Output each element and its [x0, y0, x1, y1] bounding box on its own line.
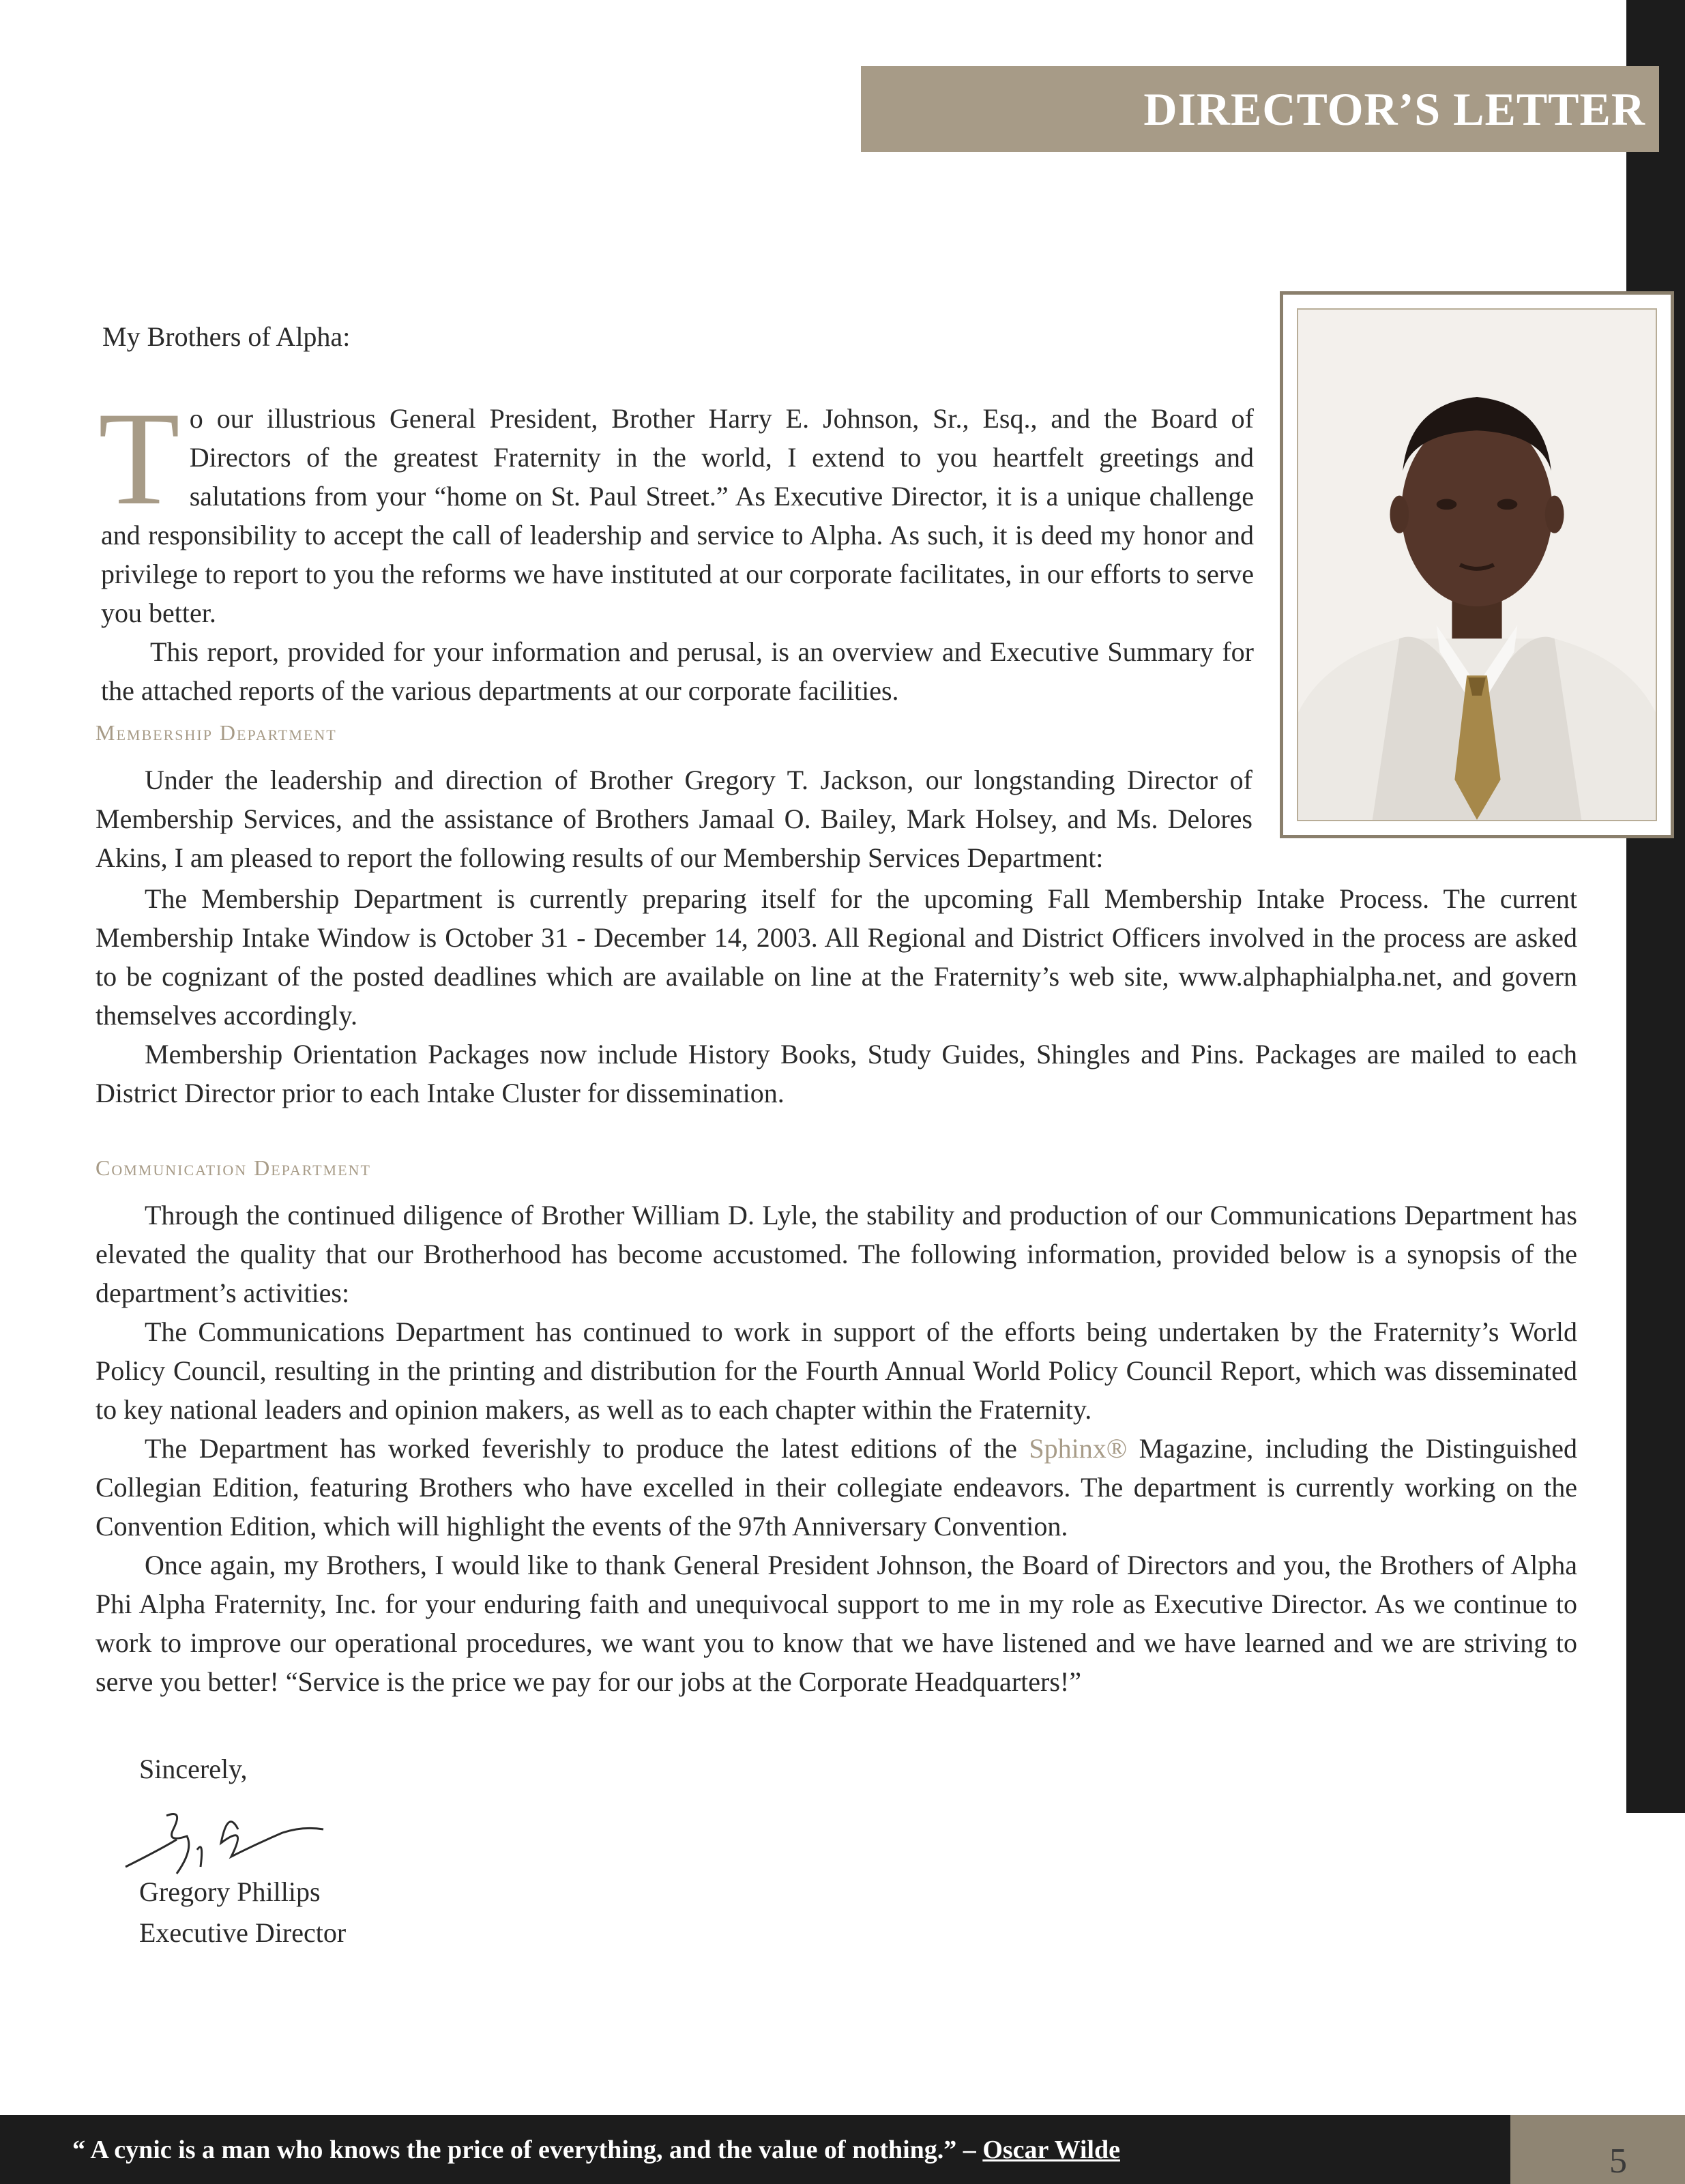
sphinx-text-before: The Department has worked feverishly to produce the latest editions of the	[145, 1433, 1029, 1464]
page-number: 5	[1609, 2142, 1627, 2181]
director-photo-frame	[1280, 291, 1674, 838]
salutation: My Brothers of Alpha:	[102, 321, 351, 352]
communication-paragraph: Through the continued diligence of Brother William D. Lyle, the stability and production of our Communications Department has elevated the quality that our Brotherhood has become accustomed. The following information, provided below is a synopsis of the department’s activities:	[96, 1200, 1577, 1308]
communication-paragraph-sphinx	[96, 1429, 1577, 1546]
signature-image	[119, 1802, 330, 1877]
membership-intro	[96, 761, 1252, 877]
communication-paragraph: The Communications Department has continued to work in support of the efforts being undertaken by the Fraternity’s World Policy Council, resulting in the printing and distribution for the Fourth Annual World Policy Council Report, which was disseminated to key national leaders and opinion makers, as well as to each chapter within the Fraternity.	[96, 1316, 1577, 1425]
sphinx-text-after: Magazine, including the Distinguished Collegian Edition, featuring Brothers who have excelled in their collegiate endeavors. The department is currently working on the Convention Edition, which will highlight the events of the 97th Anniversary Convention.	[96, 1433, 1577, 1541]
intro-paragraph: o our illustrious General President, Brother Harry E. Johnson, Sr., Esq., and the Board of Directors of the greatest Fraternity in the world, I extend to you heartfelt greetings and salutations from your “home on St. Paul Street.” As Executive Director, it is a unique challenge and responsibility to accept the call of leadership and service to Alpha. As such, it is deed my honor and privilege to report to you the reforms we have instituted at our corporate facilitates, in our efforts to serve you better.	[101, 403, 1254, 628]
closing-paragraph: Once again, my Brothers, I would like to thank General President Johnson, the Board of Directors and you, the Brothers of Alpha Phi Alpha Fraternity, Inc. for your enduring faith and unequivocal support to me in my role as Executive Director. As we continue to work to improve our operational procedures, we want you to know that we have listened and we have learned and we are striving to serve you better! “Service is the price we pay for our jobs at the Corporate Headquarters!”	[96, 1550, 1577, 1697]
membership-paragraph: Under the leadership and direction of Brother Gregory T. Jackson, our longstanding Director of Membership Services, and the assistance of Brothers Jamaal O. Bailey, Mark Holsey, and Ms. Delores Akins, I am pleased to report the following results of our Membership Services Department:	[96, 765, 1252, 873]
signer-name: Gregory Phillips	[139, 1876, 321, 1907]
header-band	[861, 66, 1659, 152]
page-number-box	[1510, 2115, 1685, 2184]
intro-section	[98, 385, 1254, 710]
footer-bar	[0, 2115, 1510, 2184]
intro-paragraph: This report, provided for your information and perusal, is an overview and Executive Summary for the attached reports of the various departments at our corporate facilities.	[101, 636, 1254, 706]
membership-heading: Membership Department	[96, 720, 337, 745]
signer-title: Executive Director	[139, 1917, 347, 1948]
right-edge-bar	[1626, 0, 1685, 1813]
page-title: DIRECTOR’S LETTER	[1143, 83, 1645, 135]
portrait-image	[1298, 310, 1656, 820]
drop-cap: T	[98, 385, 180, 533]
quote-text: “ A cynic is a man who knows the price of everything, and the value of nothing.” –	[72, 2135, 983, 2164]
footer-quote	[72, 2135, 1120, 2165]
membership-paragraph: Membership Orientation Packages now include History Books, Study Guides, Shingles and Pins. Packages are mailed to each District Director prior to each Intake Cluster for dissemination.	[96, 1039, 1577, 1108]
director-photo	[1297, 308, 1657, 821]
sphinx-magazine-name: Sphinx®	[1029, 1433, 1128, 1464]
communication-heading: Communication Department	[96, 1155, 371, 1180]
communication-body	[96, 1196, 1577, 1701]
closing-salutation: Sincerely,	[139, 1754, 248, 1784]
quote-author: Oscar Wilde	[982, 2135, 1120, 2164]
membership-body	[96, 879, 1577, 1112]
membership-paragraph: The Membership Department is currently preparing itself for the upcoming Fall Membership Intake Process. The current Membership Intake Window is October 31 - December 14, 2003. All Regional and District Officers involved in the process are asked to be cognizant of the posted deadlines which are available on line at the Fraternity’s web site, www.alphaphialpha.net, and govern themselves accordingly.	[96, 883, 1577, 1031]
